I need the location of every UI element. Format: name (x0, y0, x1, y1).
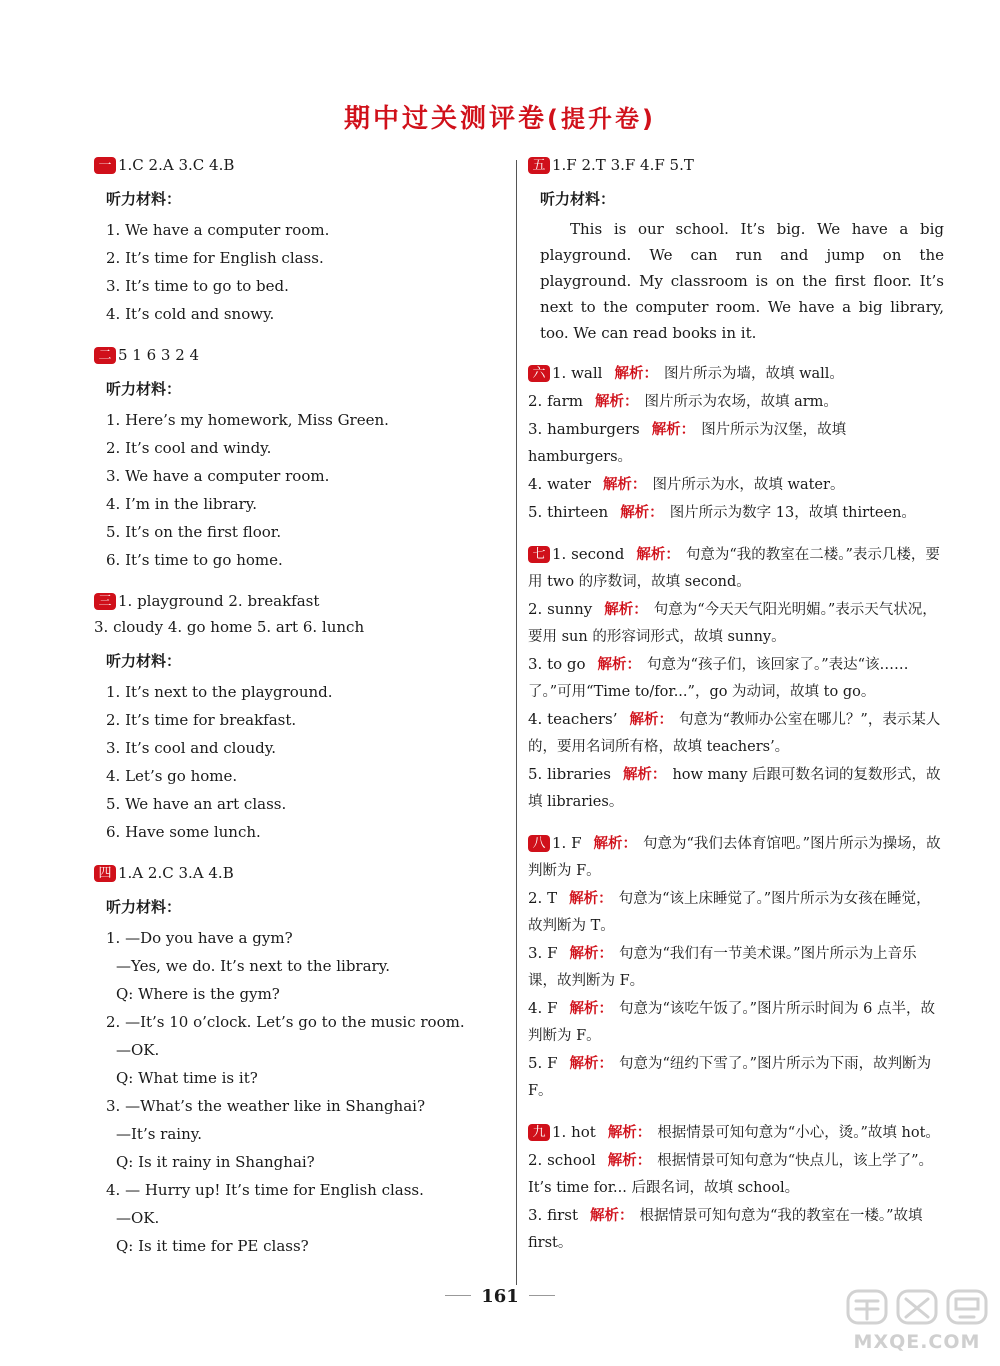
analysis-text: 图片所示为农场，故填 arm。 (644, 394, 838, 410)
analysis-label: 解析： (569, 1001, 613, 1017)
dialogue-line: 4. — Hurry up! It’s time for English class. (106, 1181, 424, 1199)
dialogue-line: Q: Is it rainy in Shanghai? (116, 1153, 315, 1171)
dialogue-line: 2. —It’s 10 o’clock. Let’s go to the music room. (106, 1013, 465, 1031)
listening-line: 3. It’s time to go to bed. (106, 277, 289, 295)
listening-line: 3. It’s cool and cloudy. (106, 739, 277, 757)
page-number-dash-right (529, 1295, 555, 1296)
analysis-text: 句意为“今天天气阳光明媚。”表示天气状况，要用 sun 的形容词形式，故填 sunny。 (528, 602, 937, 645)
answer-item (528, 885, 944, 940)
analysis-label: 解析： (569, 1056, 613, 1072)
listening-line: 6. It’s time to go home. (106, 551, 283, 569)
answer-item (528, 1202, 944, 1257)
listening-label: 听力材料： (106, 898, 182, 916)
analysis-label: 解析： (593, 836, 637, 852)
section-8 (528, 830, 944, 1105)
section-4-answers: 1.A 2.C 3.A 4.B (118, 864, 234, 882)
dialogue-line: —OK. (116, 1209, 160, 1227)
analysis-text: 图片所示为水，故填 water。 (652, 477, 845, 493)
analysis-text: 句意为“该上床睡觉了。”图片所示为女孩在睡觉，故判断为 T。 (528, 891, 931, 934)
left-column (94, 152, 504, 1274)
answer: 3. F (528, 944, 558, 962)
listening-line: 4. Let’s go home. (106, 767, 238, 785)
section-1-header (94, 152, 504, 178)
answer-item (528, 1119, 944, 1147)
answer-item (528, 995, 944, 1050)
answer: 3. hamburgers (528, 420, 640, 438)
analysis-label: 解析： (629, 712, 674, 728)
answer-item (528, 499, 944, 527)
answer: 1. second (552, 545, 625, 563)
section-5-header (528, 152, 944, 178)
answer: 5. F (528, 1054, 558, 1072)
section-3-answers-1: 1. playground 2. breakfast (118, 592, 320, 610)
analysis-label: 解析： (604, 602, 648, 618)
answer: 2. T (528, 889, 558, 907)
listening-line: 2. It’s time for breakfast. (106, 711, 297, 729)
analysis-text: 根据情景可知句意为“小心，烫。”故填 hot。 (657, 1125, 940, 1141)
analysis-text: 根据情景可知句意为“快点儿，该上学了”。It’s time for... 后跟名词，故填 school。 (528, 1153, 934, 1196)
listening-line: 4. It’s cold and snowy. (106, 305, 275, 323)
answer: 1. wall (552, 364, 603, 382)
right-column (528, 152, 944, 1271)
analysis-text: 图片所示为数字 13，故填 thirteen。 (669, 505, 916, 521)
listening-line: 1. It’s next to the playground. (106, 683, 333, 701)
dialogue-line: Q: Is it time for PE class? (116, 1237, 309, 1255)
listening-line: 5. We have an art class. (106, 795, 287, 813)
answer-item (528, 830, 944, 885)
analysis-text: 句意为“我的教室在二楼。”表示几楼，要用 two 的序数词，故填 second。 (528, 547, 940, 590)
section-4 (94, 860, 504, 1260)
analysis-text: 句意为“我们有一节美术课。”图片所示为上音乐课，故判断为 F。 (528, 946, 917, 989)
listening-line: 4. I’m in the library. (106, 495, 258, 513)
answer: 5. thirteen (528, 503, 609, 521)
analysis-label: 解析： (594, 394, 639, 410)
analysis-label: 解析： (620, 505, 664, 521)
answer: 4. water (528, 475, 591, 493)
listening-label: 听力材料： (106, 380, 182, 398)
dialogue-line: —It’s rainy. (116, 1125, 203, 1143)
column-divider (516, 160, 517, 1285)
watermark-url: MXQE.COM (853, 1331, 981, 1353)
analysis-text: how many 后跟可数名词的复数形式，故填 libraries。 (528, 767, 941, 810)
analysis-label: 解析： (569, 946, 613, 962)
analysis-text: 句意为“教师办公室在哪儿？”，表示某人的，要用名词所有格，故填 teachers’。 (528, 712, 941, 755)
answer-item (528, 1147, 944, 1202)
section-2-answers: 5 1 6 3 2 4 (118, 346, 200, 364)
answer-item (528, 1050, 944, 1105)
answer: 1. hot (552, 1123, 596, 1141)
watermark (842, 1285, 992, 1357)
answer: 1. F (552, 834, 582, 852)
listening-line: 5. It’s on the first floor. (106, 523, 282, 541)
answer: 2. school (528, 1151, 596, 1169)
answer-item (528, 651, 944, 706)
analysis-label: 解析： (569, 891, 613, 907)
dialogue-line: 1. —Do you have a gym? (106, 929, 293, 947)
page-number-dash-left (445, 1295, 471, 1296)
analysis-label: 解析： (602, 477, 647, 493)
analysis-label: 解析： (597, 657, 642, 673)
dialogue-line: 3. —What’s the weather like in Shanghai? (106, 1097, 425, 1115)
analysis-label: 解析： (607, 1153, 652, 1169)
answer: 3. to go (528, 655, 586, 673)
analysis-text: 句意为“孩子们，该回家了。”表达“该……了。”可用“Time to/for...”，go 为动词，故填 to go。 (528, 657, 909, 700)
section-5-badge: 五 (528, 157, 550, 174)
analysis-text: 句意为“我们去体育馆吧。”图片所示为操场，故判断为 F。 (528, 836, 941, 879)
analysis-text: 图片所示为汉堡，故填 hamburgers。 (528, 422, 847, 465)
section-6-badge: 六 (528, 365, 550, 382)
answer: 2. sunny (528, 600, 593, 618)
section-3-badge: 三 (94, 593, 116, 610)
section-2 (94, 342, 504, 574)
analysis-text: 图片所示为墙，故填 wall。 (663, 366, 844, 382)
listening-passage (528, 216, 944, 346)
dialogue-line: —OK. (116, 1041, 160, 1059)
section-1 (94, 152, 504, 328)
analysis-label: 解析： (614, 366, 658, 382)
listening-line: 6. Have some lunch. (106, 823, 261, 841)
section-3-header (94, 588, 504, 614)
listening-line: 3. We have a computer room. (106, 467, 330, 485)
section-1-badge: 一 (94, 157, 116, 174)
listening-label: 听力材料： (106, 190, 182, 208)
answer-item (528, 940, 944, 995)
answer-item (528, 471, 944, 499)
answer: 5. libraries (528, 765, 611, 783)
analysis-label: 解析： (589, 1208, 634, 1224)
section-7 (528, 541, 944, 816)
analysis-label: 解析： (636, 547, 680, 563)
dialogue-line: Q: Where is the gym? (116, 985, 280, 1003)
answer: 2. farm (528, 392, 583, 410)
listening-line: 2. It’s cool and windy. (106, 439, 272, 457)
passage-text: This is our school. It’s big. We have a big playground. We can run and jump on the playground. My classroom is on the first floor. It’s next to the computer room. We have a big library, too. We can read books in it. (540, 220, 944, 342)
listening-label: 听力材料： (540, 190, 616, 208)
answer-item (528, 541, 944, 596)
section-8-badge: 八 (528, 835, 550, 852)
answer-item (528, 761, 944, 816)
section-9 (528, 1119, 944, 1257)
analysis-label: 解析： (651, 422, 696, 438)
title-sub: (提升卷) (547, 105, 656, 133)
listening-label: 听力材料： (106, 652, 182, 670)
title-main: 期中过关测评卷 (344, 104, 548, 134)
page-number-text: 161 (481, 1286, 519, 1307)
watermark-logo-icon (842, 1285, 992, 1329)
section-6 (528, 360, 944, 527)
analysis-text: 根据情景可知句意为“我的教室在一楼。”故填 first。 (528, 1208, 923, 1251)
answer-item (528, 360, 944, 388)
section-4-header (94, 860, 504, 886)
answer: 4. F (528, 999, 558, 1017)
section-9-badge: 九 (528, 1124, 550, 1141)
listening-line: 1. Here’s my homework, Miss Green. (106, 411, 389, 429)
analysis-label: 解析： (607, 1125, 652, 1141)
section-3-answers-2: 3. cloudy 4. go home 5. art 6. lunch (94, 618, 365, 636)
answer: 4. teachers’ (528, 710, 618, 728)
section-2-badge: 二 (94, 347, 116, 364)
answer-item (528, 596, 944, 651)
section-5-answers: 1.F 2.T 3.F 4.F 5.T (552, 156, 694, 174)
section-1-answers: 1.C 2.A 3.C 4.B (118, 156, 235, 174)
listening-line: 2. It’s time for English class. (106, 249, 324, 267)
section-2-header (94, 342, 504, 368)
section-7-badge: 七 (528, 546, 550, 563)
section-5 (528, 152, 944, 346)
answer: 3. first (528, 1206, 578, 1224)
answer-item (528, 706, 944, 761)
dialogue-line: Q: What time is it? (116, 1069, 258, 1087)
analysis-text: 句意为“纽约下雪了。”图片所示为下雨，故判断为 F。 (528, 1056, 932, 1099)
section-4-badge: 四 (94, 865, 116, 882)
listening-line: 1. We have a computer room. (106, 221, 330, 239)
answer-item (528, 388, 944, 416)
page-title (0, 98, 1000, 135)
analysis-text: 句意为“该吃午饭了。”图片所示时间为 6 点半，故判断为 F。 (528, 1001, 936, 1044)
answer-item (528, 416, 944, 471)
section-3 (94, 588, 504, 846)
dialogue-line: —Yes, we do. It’s next to the library. (116, 957, 390, 975)
analysis-label: 解析： (622, 767, 667, 783)
